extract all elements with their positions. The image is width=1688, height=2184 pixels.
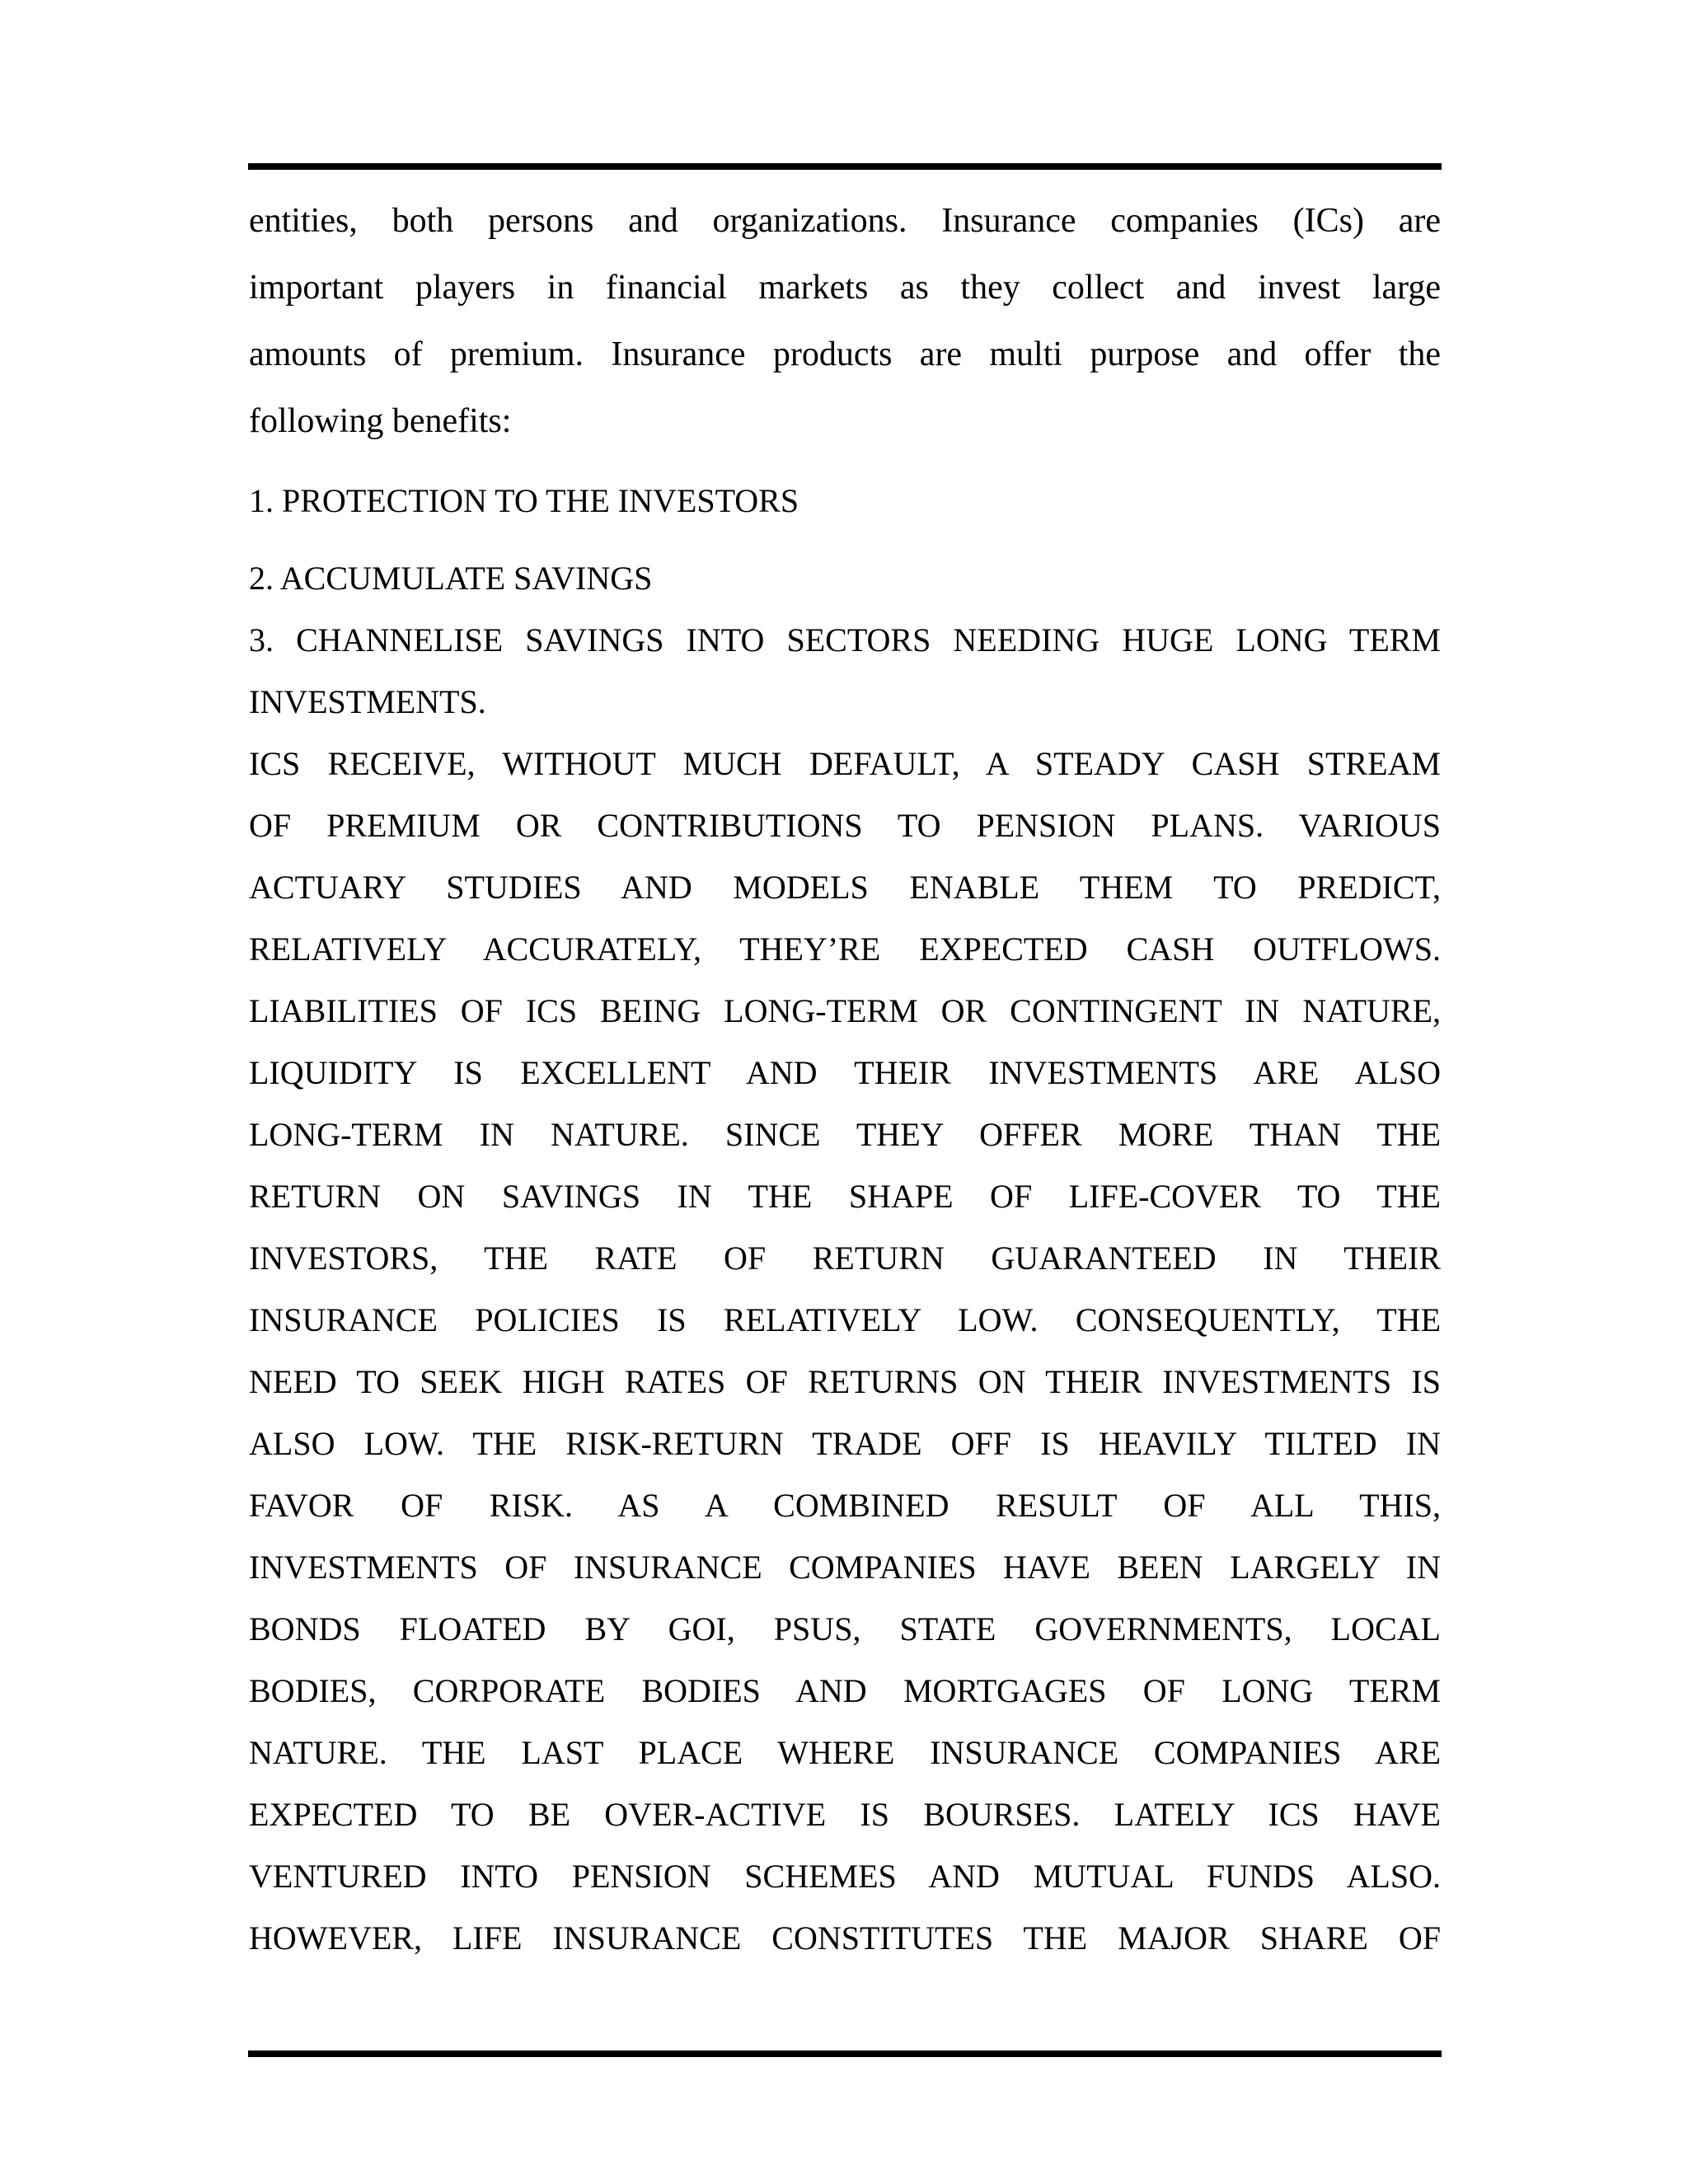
benefit-item: 2. ACCUMULATE SAVINGS (249, 560, 653, 597)
body-line: BODIES, CORPORATE BODIES AND MORTGAGES OF LONG TERM (249, 1672, 1441, 1709)
body-line: INVESTORS, THE RATE OF RETURN GUARANTEED IN THEIR (249, 1240, 1441, 1277)
body-line: INVESTMENTS OF INSURANCE COMPANIES HAVE BEEN LARGELY IN (249, 1549, 1441, 1586)
intro-line: amounts of premium. Insurance products are multi purpose and offer the (249, 335, 1441, 373)
body-line: LIQUIDITY IS EXCELLENT AND THEIR INVESTMENTS ARE ALSO (249, 1054, 1441, 1091)
intro-line: following benefits: (249, 402, 512, 440)
body-line: ALSO LOW. THE RISK-RETURN TRADE OFF IS HEAVILY TILTED IN (249, 1425, 1441, 1462)
benefit-item: 3. CHANNELISE SAVINGS INTO SECTORS NEEDING HUGE LONG TERM (249, 621, 1441, 658)
body-line: ICS RECEIVE, WITHOUT MUCH DEFAULT, A STEADY CASH STREAM (249, 745, 1441, 782)
body-line: LONG-TERM IN NATURE. SINCE THEY OFFER MORE THAN THE (249, 1116, 1441, 1153)
header-rule (248, 163, 1442, 170)
benefit-item-continuation: INVESTMENTS. (249, 683, 486, 720)
body-line: NEED TO SEEK HIGH RATES OF RETURNS ON THEIR INVESTMENTS IS (249, 1363, 1441, 1400)
intro-line: important players in financial markets as they collect and invest large (249, 269, 1441, 307)
body-line: HOWEVER, LIFE INSURANCE CONSTITUTES THE MAJOR SHARE OF (249, 1919, 1441, 1957)
intro-line: entities, both persons and organizations. Insurance companies (ICs) are (249, 202, 1441, 240)
body-line: OF PREMIUM OR CONTRIBUTIONS TO PENSION PLANS. VARIOUS (249, 807, 1441, 844)
body-line: RETURN ON SAVINGS IN THE SHAPE OF LIFE-COVER TO THE (249, 1178, 1441, 1215)
body-line: ACTUARY STUDIES AND MODELS ENABLE THEM TO PREDICT, (249, 869, 1441, 906)
body-line: EXPECTED TO BE OVER-ACTIVE IS BOURSES. LATELY ICS HAVE (249, 1796, 1441, 1833)
body-line: VENTURED INTO PENSION SCHEMES AND MUTUAL FUNDS ALSO. (249, 1858, 1441, 1895)
body-line: BONDS FLOATED BY GOI, PSUS, STATE GOVERNMENTS, LOCAL (249, 1610, 1441, 1647)
body-line: LIABILITIES OF ICS BEING LONG-TERM OR CONTINGENT IN NATURE, (249, 992, 1441, 1029)
footer-rule (248, 2050, 1442, 2057)
body-line: RELATIVELY ACCURATELY, THEY’RE EXPECTED CASH OUTFLOWS. (249, 930, 1441, 968)
body-line: NATURE. THE LAST PLACE WHERE INSURANCE COMPANIES ARE (249, 1734, 1441, 1771)
benefit-item: 1. PROTECTION TO THE INVESTORS (249, 482, 799, 519)
body-line: INSURANCE POLICIES IS RELATIVELY LOW. CONSEQUENTLY, THE (249, 1301, 1441, 1338)
body-line: FAVOR OF RISK. AS A COMBINED RESULT OF ALL THIS, (249, 1487, 1441, 1524)
